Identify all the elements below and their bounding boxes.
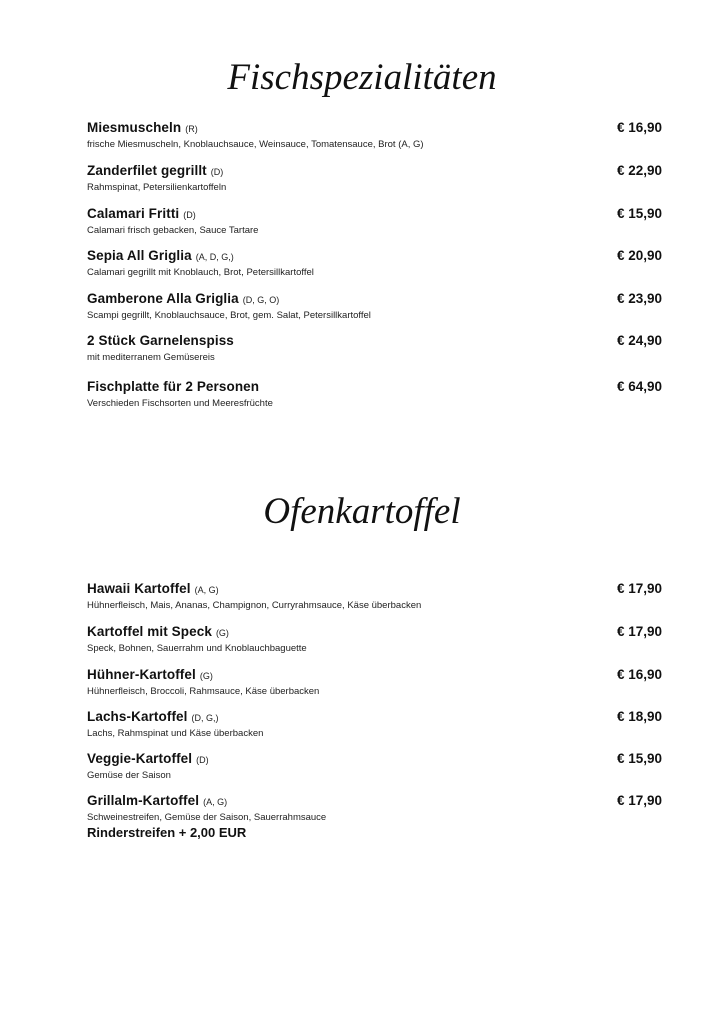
item-description: Speck, Bohnen, Sauerrahm und Knoblauchbaguette [87, 643, 307, 654]
item-description: Gemüse der Saison [87, 770, 171, 781]
item-allergens: (D) [183, 210, 196, 220]
item-name: Miesmuscheln [87, 120, 182, 135]
item-description: Rahmspinat, Petersilienkartoffeln [87, 182, 227, 193]
menu-item [87, 332, 662, 363]
menu-item [87, 378, 662, 409]
item-description: frische Miesmuscheln, Knoblauchsauce, Weinsauce, Tomatensauce, Brot (A, G) [87, 139, 424, 150]
item-description: Calamari frisch gebacken, Sauce Tartare [87, 225, 259, 236]
menu-item [87, 580, 662, 611]
item-name: 2 Stück Garnelenspiss [87, 333, 234, 348]
item-price: € 64,90 [616, 379, 662, 394]
item-allergens: (D, G, O) [242, 295, 280, 305]
section-title-ofenkartoffel: Ofenkartoffel [263, 491, 461, 532]
item-price: € 23,90 [616, 291, 662, 306]
item-price: € 15,90 [616, 751, 662, 766]
item-allergens: (G) [215, 628, 229, 638]
item-allergens: (R) [185, 124, 198, 134]
item-price: € 22,90 [616, 163, 662, 178]
menu-item [87, 708, 662, 739]
item-description: Lachs, Rahmspinat und Käse überbacken [87, 728, 264, 739]
item-name: Kartoffel mit Speck [87, 624, 212, 639]
item-allergens: (A, G) [194, 585, 219, 595]
item-allergens: (G) [199, 671, 213, 681]
item-name: Zanderfilet gegrillt [87, 163, 207, 178]
item-allergens: (A, G) [203, 797, 228, 807]
item-allergens: (D) [196, 755, 209, 765]
item-name: Grillalm-Kartoffel [87, 793, 200, 808]
item-extra-option: Rinderstreifen + 2,00 EUR [87, 825, 247, 840]
item-description: Hühnerfleisch, Mais, Ananas, Champignon, Curryrahmsauce, Käse überbacken [87, 600, 422, 611]
item-name: Veggie-Kartoffel [87, 751, 193, 766]
menu-item [87, 119, 662, 150]
menu-item [87, 162, 662, 193]
item-name: Hawaii Kartoffel [87, 581, 191, 596]
item-description: mit mediterranem Gemüsereis [87, 352, 215, 363]
item-price: € 15,90 [616, 206, 662, 221]
item-price: € 16,90 [616, 120, 662, 135]
section-title-fischspezialitaeten: Fischspezialitäten [227, 57, 497, 98]
item-price: € 16,90 [616, 667, 662, 682]
item-name: Lachs-Kartoffel [87, 709, 188, 724]
menu-item [87, 247, 662, 278]
item-price: € 17,90 [616, 624, 662, 639]
item-price: € 17,90 [616, 581, 662, 596]
item-price: € 18,90 [616, 709, 662, 724]
item-description: Verschieden Fischsorten und Meeresfrüchte [87, 398, 273, 409]
item-name: Hühner-Kartoffel [87, 667, 196, 682]
item-name: Calamari Fritti [87, 206, 180, 221]
item-name: Sepia All Griglia [87, 248, 192, 263]
item-description: Scampi gegrillt, Knoblauchsauce, Brot, gem. Salat, Petersillkartoffel [87, 310, 371, 321]
menu-item [87, 290, 662, 321]
item-price: € 20,90 [616, 248, 662, 263]
item-name: Fischplatte für 2 Personen [87, 379, 260, 394]
item-description: Calamari gegrillt mit Knoblauch, Brot, Petersillkartoffel [87, 267, 314, 278]
item-allergens: (D, G,) [191, 713, 219, 723]
item-description: Schweinestreifen, Gemüse der Saison, Sauerrahmsauce [87, 812, 327, 823]
item-description: Hühnerfleisch, Broccoli, Rahmsauce, Käse überbacken [87, 686, 320, 697]
menu-item [87, 750, 662, 781]
menu-item [87, 666, 662, 697]
item-price: € 17,90 [616, 793, 662, 808]
item-allergens: (D) [210, 167, 224, 177]
menu-item [87, 205, 662, 236]
item-name: Gamberone Alla Griglia [87, 291, 239, 306]
menu-item [87, 792, 662, 840]
item-price: € 24,90 [616, 333, 662, 348]
item-allergens: (A, D, G,) [195, 252, 234, 262]
menu-item [87, 623, 662, 654]
